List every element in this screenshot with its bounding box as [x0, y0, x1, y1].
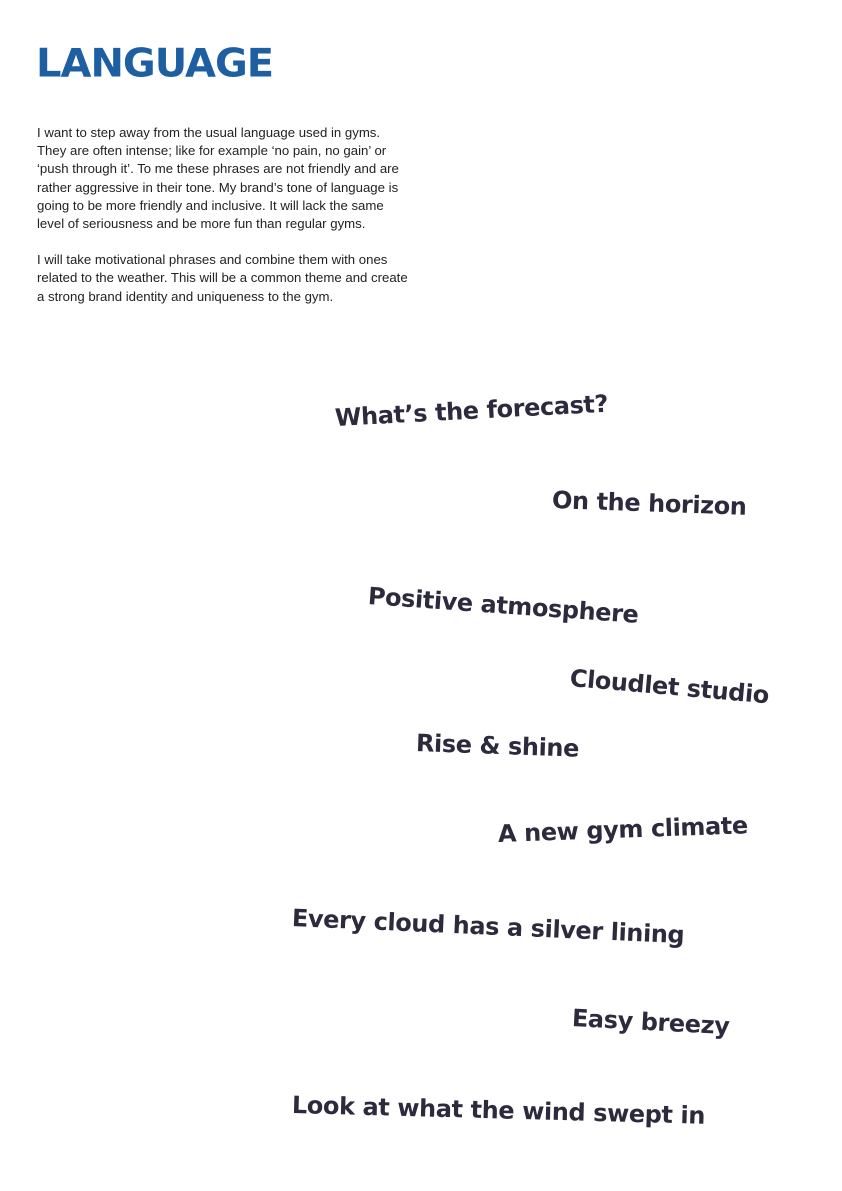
- phrase-wind-swept-in: Look at what the wind swept in: [291, 1091, 706, 1130]
- phrase-every-cloud: Every cloud has a silver lining: [291, 904, 685, 950]
- phrase-new-gym-climate: A new gym climate: [497, 811, 749, 848]
- intro-paragraph: I want to step away from the usual language used in gyms. They are often intense; like for example ‘no pain, no gain’ or ‘push through it’. To me these phrases are not friendly and are rather aggressive in their tone. My brand’s tone of language is going to be more friendly and inclusive. It will lack the same level of seriousness and be more fun than regular gyms.: [37, 125, 399, 232]
- phrase-cloudlet-studio: Cloudlet studio: [568, 664, 771, 710]
- intro-text: [37, 124, 409, 324]
- phrase-rise-and-shine: Rise & shine: [415, 729, 580, 763]
- intro-paragraph: I will take motivational phrases and combine them with ones related to the weather. This will be a common theme and create a strong brand identity and uniqueness to the gym.: [37, 252, 408, 304]
- phrase-positive-atmosphere: Positive atmosphere: [367, 582, 640, 629]
- phrase-easy-breezy: Easy breezy: [571, 1004, 731, 1041]
- phrase-on-the-horizon: On the horizon: [551, 486, 747, 521]
- phrase-whats-the-forecast: What’s the forecast?: [334, 389, 609, 432]
- page-title: LANGUAGE: [36, 41, 274, 87]
